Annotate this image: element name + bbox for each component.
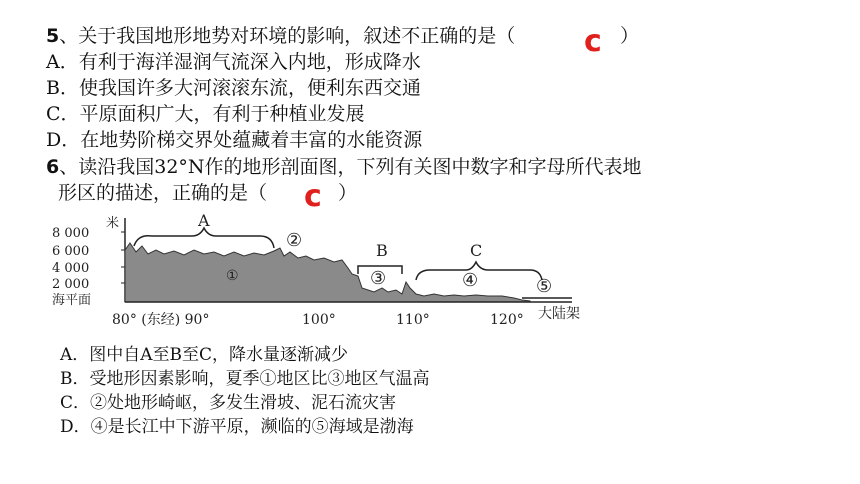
q6-answer: c [304,179,322,214]
x-label-110: 110° [396,312,430,328]
q6-option-d: D．④是长江中下游平原，濒临的⑤海域是渤海 [60,417,414,437]
x-label-100: 100° [302,312,336,328]
q5-stem [46,24,515,48]
circled-1: ① [226,268,239,284]
letter-c: C [470,241,483,260]
q6-option-c: C．②处地形崎岖，多发生滑坡、泥石流灾害 [60,393,397,413]
y-unit-label: 米 [106,216,120,231]
brace-a [134,228,274,248]
q6-stem-line2: 形区的描述，正确的是（ [58,182,268,204]
y-label-4000: 4 000 [52,261,90,276]
brace-c [416,262,542,280]
x-label-80-90: 80° (东经) 90° [112,312,210,328]
continental-shelf-label: 大陆架 [538,306,580,322]
q5-option-c: C．平原面积广大，有利于种植业发展 [46,103,365,125]
q6-number: 6 [46,156,60,178]
q6-stem-line1 [46,155,642,179]
terrain-profile-figure [52,210,612,334]
q6-stem-text: 、读沿我国32°N作的地形剖面图，下列有关图中数字和字母所代表地 [59,156,642,178]
q5-number: 5 [46,25,60,47]
q5-option-a: A．有利于海洋湿润气流深入内地，形成降水 [46,51,421,73]
y-label-8000: 8 000 [52,226,90,241]
q5-option-d: D．在地势阶梯交界处蕴藏着丰富的水能资源 [46,129,423,151]
q5-close-paren: ） [620,25,640,47]
q5-stem-text: 、关于我国地形地势对环境的影响，叙述不正确的是（ [59,25,516,47]
y-label-6000: 6 000 [52,244,90,259]
q5-answer: c [584,24,602,59]
circled-4: ④ [462,270,479,291]
circled-3: ③ [370,268,387,289]
y-label-2000: 2 000 [52,277,90,292]
q6-close-paren: ） [338,182,358,204]
x-label-120: 120° [490,312,524,328]
circled-5: ⑤ [536,276,553,297]
q5-option-b: B．使我国许多大河滚滚东流，便利东西交通 [46,77,421,99]
letter-a: A [198,211,210,230]
sea-level-label: 海平面 [52,293,92,308]
letter-b: B [376,241,388,260]
q6-option-b: B．受地形因素影响，夏季①地区比③地区气温高 [60,369,430,389]
circled-2: ② [286,230,303,251]
q6-option-a: A．图中自A至B至C，降水量逐渐减少 [60,345,349,365]
